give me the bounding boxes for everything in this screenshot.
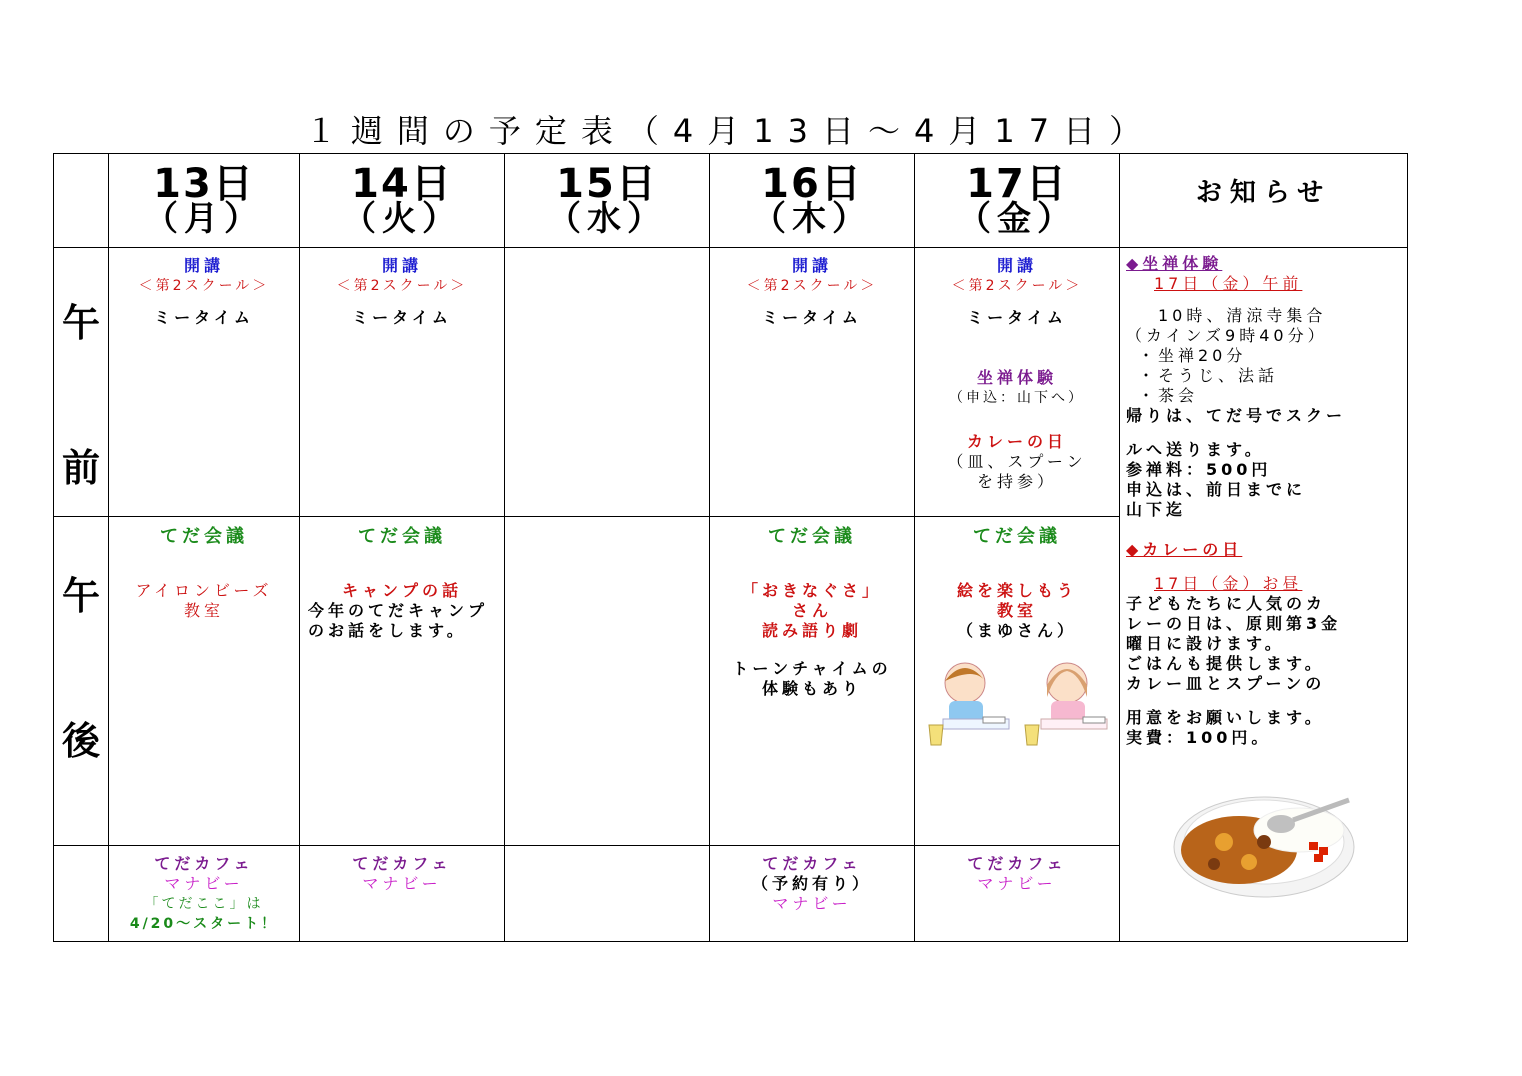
kaiko-label: 開講 xyxy=(791,256,832,275)
day-weekday: （月） xyxy=(144,199,264,239)
notice-line: 申込は、前日までに xyxy=(1126,480,1307,499)
teda-cafe-label: てだカフェ xyxy=(967,854,1067,873)
girl-painting-icon xyxy=(1021,653,1111,753)
zazen-note: （申込：山下へ） xyxy=(949,390,1085,406)
tedakoko-note: 4/20～スタート！ xyxy=(129,916,279,932)
day-weekday: （火） xyxy=(342,199,462,239)
day-number: 14日 xyxy=(351,161,453,207)
notice-line: （カインズ9時40分） xyxy=(1126,326,1328,345)
kaiko-label: 開講 xyxy=(381,256,422,275)
painting-kids-illustration xyxy=(915,653,1119,753)
teda-cafe-label: てだカフェ xyxy=(352,854,452,873)
morning-cell-15 xyxy=(505,248,710,517)
afternoon-cell-14 xyxy=(300,517,505,846)
notice-line: 実費：100円。 xyxy=(1126,728,1272,747)
teda-cafe-label: てだカフェ xyxy=(762,854,862,873)
teda-kaigi-label: てだ会議 xyxy=(973,526,1061,547)
notice-line: 帰りは、てだ号でスクー xyxy=(1126,406,1347,425)
notice-line: ごはんも提供します。 xyxy=(1126,654,1325,673)
afternoon-cell-17 xyxy=(915,517,1120,846)
morning-row xyxy=(54,248,1408,517)
activity-description: トーンチャイムの xyxy=(732,659,892,678)
afternoon-cell-16 xyxy=(710,517,915,846)
curry-note-1: （皿、スプーン xyxy=(947,452,1087,471)
day-number: 16日 xyxy=(761,161,863,207)
teda-cafe-label: てだカフェ xyxy=(154,854,254,873)
notice-line: 10時、清涼寺集合 xyxy=(1158,306,1327,325)
morning-cell-14 xyxy=(300,248,505,517)
page-title: １週間の予定表（4月13日～4月17日） xyxy=(304,112,1156,150)
teda-kaigi-label: てだ会議 xyxy=(160,526,248,547)
zazen-notice-date: 17日（金）午前 xyxy=(1154,274,1303,293)
activity-description: 体験もあり xyxy=(761,679,862,698)
notice-line: カレー皿とスプーンの xyxy=(1126,674,1326,693)
notice-line: ・茶会 xyxy=(1138,386,1199,405)
notice-line: ・坐禅20分 xyxy=(1138,346,1247,365)
evening-cell-13 xyxy=(109,846,300,942)
manabi-label: マナビー xyxy=(977,874,1057,893)
day-header-15 xyxy=(505,154,710,248)
schedule-table xyxy=(53,153,1408,942)
curry-rice-icon xyxy=(1169,772,1359,902)
evening-cell-14 xyxy=(300,846,505,942)
notice-line: 曜日に設けます。 xyxy=(1126,634,1285,653)
morning-cell-13 xyxy=(109,248,300,517)
activity-description: 今年のてだキャンプのお話をします。 xyxy=(308,601,489,640)
day-header-16 xyxy=(710,154,915,248)
second-school-label: ＜第2スクール＞ xyxy=(138,278,270,294)
day-header-17 xyxy=(915,154,1120,248)
activity-label: 読み語り劇 xyxy=(761,621,862,640)
me-time-label: ミータイム xyxy=(154,308,254,327)
boy-painting-icon xyxy=(923,653,1013,753)
notice-cell xyxy=(1120,248,1408,942)
teda-kaigi-label: てだ会議 xyxy=(358,526,446,547)
notice-header: お知らせ xyxy=(1120,154,1408,248)
me-time-label: ミータイム xyxy=(762,308,862,327)
afternoon-cell-13 xyxy=(109,517,300,846)
kaiko-label: 開講 xyxy=(183,256,224,275)
activity-label: 「おきなぐさ」 xyxy=(741,581,882,600)
row-label-morning: 午 前 xyxy=(54,248,109,517)
day-number: 13日 xyxy=(153,161,255,207)
reservation-note: （予約有り） xyxy=(751,874,872,893)
curry-notice-title: ◆カレーの日 xyxy=(1126,540,1243,559)
evening-cell-17 xyxy=(915,846,1120,942)
day-weekday: （金） xyxy=(957,199,1077,239)
activity-label: 教室 xyxy=(996,601,1037,620)
manabi-label: マナビー xyxy=(772,894,852,913)
activity-label: アイロンビーズ xyxy=(135,581,273,600)
second-school-label: ＜第2スクール＞ xyxy=(951,278,1083,294)
manabi-label: マナビー xyxy=(164,874,244,893)
day-header-14 xyxy=(300,154,505,248)
second-school-label: ＜第2スクール＞ xyxy=(336,278,468,294)
second-school-label: ＜第2スクール＞ xyxy=(746,278,878,294)
activity-label: 絵を楽しもう xyxy=(956,581,1077,600)
afternoon-cell-15 xyxy=(505,517,710,846)
day-weekday: （木） xyxy=(752,199,872,239)
corner-cell xyxy=(54,154,109,248)
day-weekday: （水） xyxy=(547,199,667,239)
curry-notice-date: 17日（金）お昼 xyxy=(1154,574,1303,593)
morning-cell-17 xyxy=(915,248,1120,517)
activity-label: さん xyxy=(791,601,832,620)
evening-cell-15 xyxy=(505,846,710,942)
notice-line: ルへ送ります。 xyxy=(1126,440,1265,459)
day-header-13 xyxy=(109,154,300,248)
curry-illustration xyxy=(1126,772,1401,907)
notice-line: 参禅料：500円 xyxy=(1126,460,1272,479)
activity-label: 教室 xyxy=(183,601,224,620)
me-time-label: ミータイム xyxy=(352,308,452,327)
notice-line: 子どもたちに人気のカ xyxy=(1126,594,1327,613)
notice-line: レーの日は、原則第3金 xyxy=(1126,614,1342,633)
manabi-label: マナビー xyxy=(362,874,442,893)
zazen-label: 坐禅体験 xyxy=(976,368,1057,387)
notice-line: 山下迄 xyxy=(1126,500,1187,519)
row-label-evening xyxy=(54,846,109,942)
evening-cell-16 xyxy=(710,846,915,942)
notice-line: ・そうじ、法話 xyxy=(1138,366,1279,385)
header-row xyxy=(54,154,1408,248)
zazen-notice-title: ◆坐禅体験 xyxy=(1126,254,1223,273)
tedakoko-note: 「てだここ」は xyxy=(144,896,264,912)
row-label-afternoon: 午 後 xyxy=(54,517,109,846)
day-number: 15日 xyxy=(556,161,658,207)
curry-note-2: を持参） xyxy=(976,472,1057,491)
activity-label: キャンプの話 xyxy=(341,581,462,600)
notice-line: 用意をお願いします。 xyxy=(1126,708,1325,727)
activity-label: （まゆさん） xyxy=(956,621,1077,640)
kaiko-label: 開講 xyxy=(996,256,1037,275)
teda-kaigi-label: てだ会議 xyxy=(768,526,856,547)
me-time-label: ミータイム xyxy=(967,308,1067,327)
curry-label: カレーの日 xyxy=(966,432,1067,451)
morning-cell-16 xyxy=(710,248,915,517)
day-number: 17日 xyxy=(966,161,1068,207)
